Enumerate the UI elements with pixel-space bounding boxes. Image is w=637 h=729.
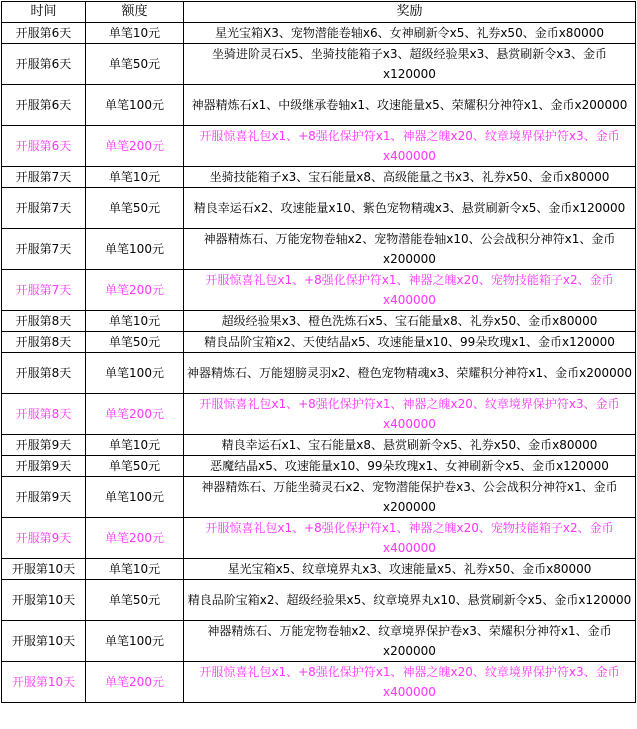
row-time-cell: 开服第8天: [2, 353, 86, 394]
row-amount-cell: 单笔200元: [86, 518, 184, 559]
table-row: [2, 44, 636, 85]
row-time-cell: 开服第6天: [2, 44, 86, 85]
table-row: [2, 23, 636, 44]
row-time-cell: 开服第8天: [2, 311, 86, 332]
header-time: 时间: [2, 2, 86, 23]
table-row: [2, 456, 636, 477]
row-amount-cell: 单笔200元: [86, 126, 184, 167]
row-amount-cell: 单笔50元: [86, 456, 184, 477]
table-row: [2, 580, 636, 621]
row-time-cell: 开服第9天: [2, 518, 86, 559]
table-row: [2, 311, 636, 332]
row-amount-cell: 单笔200元: [86, 270, 184, 311]
row-time-cell: 开服第10天: [2, 559, 86, 580]
row-amount-cell: 单笔50元: [86, 44, 184, 85]
table-row: [2, 435, 636, 456]
row-reward-cell: 精良幸运石x2、攻速能量x10、紫色宠物精魂x3、悬赏刷新令x5、金币x120000: [184, 188, 636, 229]
row-amount-cell: 单笔10元: [86, 559, 184, 580]
row-reward-cell: 开服惊喜礼包x1、+8强化保护符x1、神器之魄x20、宠物技能箱子x2、金币x400000: [184, 270, 636, 311]
table-row: [2, 229, 636, 270]
row-time-cell: 开服第10天: [2, 580, 86, 621]
table-row: [2, 270, 636, 311]
row-time-cell: 开服第7天: [2, 188, 86, 229]
row-reward-cell: 精良品阶宝箱x2、超级经验果x5、纹章境界丸x10、悬赏刷新令x5、金币x120000: [184, 580, 636, 621]
row-amount-cell: 单笔10元: [86, 167, 184, 188]
row-time-cell: 开服第8天: [2, 332, 86, 353]
row-amount-cell: 单笔10元: [86, 23, 184, 44]
row-reward-cell: 星光宝箱X3、宠物潜能卷轴x6、女神刷新令x5、礼券x50、金币x80000: [184, 23, 636, 44]
row-amount-cell: 单笔50元: [86, 332, 184, 353]
table-row: [2, 559, 636, 580]
row-amount-cell: 单笔10元: [86, 435, 184, 456]
row-time-cell: 开服第7天: [2, 270, 86, 311]
row-reward-cell: 开服惊喜礼包x1、+8强化保护符x1、神器之魄x20、宠物技能箱子x2、金币x400000: [184, 518, 636, 559]
table-row: [2, 477, 636, 518]
table-row: [2, 353, 636, 394]
row-reward-cell: 开服惊喜礼包x1、+8强化保护符x1、神器之魄x20、纹章境界保护符x3、金币x400000: [184, 126, 636, 167]
row-time-cell: 开服第7天: [2, 229, 86, 270]
row-amount-cell: 单笔100元: [86, 229, 184, 270]
row-reward-cell: 超级经验果x3、橙色洗炼石x5、宝石能量x8、礼券x50、金币x80000: [184, 311, 636, 332]
row-time-cell: 开服第6天: [2, 85, 86, 126]
row-reward-cell: 开服惊喜礼包x1、+8强化保护符x1、神器之魄x20、纹章境界保护符x3、金币x400000: [184, 662, 636, 703]
row-amount-cell: 单笔100元: [86, 621, 184, 662]
row-reward-cell: 精良幸运石x1、宝石能量x8、悬赏刷新令x5、礼券x50、金币x80000: [184, 435, 636, 456]
row-reward-cell: 星光宝箱x5、纹章境界丸x3、攻速能量x5、礼券x50、金币x80000: [184, 559, 636, 580]
table-body: [2, 23, 636, 703]
row-reward-cell: 神器精炼石、万能宠物卷轴x2、纹章境界保护卷x3、荣耀积分神符x1、金币x200000: [184, 621, 636, 662]
table-row: [2, 662, 636, 703]
header-reward: 奖励: [184, 2, 636, 23]
row-reward-cell: 精良品阶宝箱x2、天使结晶x5、攻速能量x10、99朵玫瑰x1、金币x120000: [184, 332, 636, 353]
reward-table: [1, 1, 636, 703]
row-amount-cell: 单笔50元: [86, 580, 184, 621]
table-row: [2, 621, 636, 662]
row-time-cell: 开服第9天: [2, 435, 86, 456]
table-row: [2, 167, 636, 188]
table-row: [2, 332, 636, 353]
table-row: [2, 518, 636, 559]
row-amount-cell: 单笔100元: [86, 353, 184, 394]
table-row: [2, 394, 636, 435]
header-amount: 额度: [86, 2, 184, 23]
row-amount-cell: 单笔200元: [86, 662, 184, 703]
row-reward-cell: 神器精炼石、万能坐骑灵石x2、宠物潜能保护卷x3、公会战积分神符x1、金币x200000: [184, 477, 636, 518]
row-time-cell: 开服第7天: [2, 167, 86, 188]
row-reward-cell: 神器精炼石、万能宠物卷轴x2、宠物潜能卷轴x10、公会战积分神符x1、金币x200000: [184, 229, 636, 270]
row-amount-cell: 单笔200元: [86, 394, 184, 435]
row-time-cell: 开服第10天: [2, 621, 86, 662]
row-amount-cell: 单笔50元: [86, 188, 184, 229]
row-time-cell: 开服第10天: [2, 662, 86, 703]
table-row: [2, 188, 636, 229]
row-reward-cell: 坐骑技能箱子x3、宝石能量x8、高级能量之书x3、礼券x50、金币x80000: [184, 167, 636, 188]
table-row: [2, 126, 636, 167]
row-reward-cell: 开服惊喜礼包x1、+8强化保护符x1、神器之魄x20、纹章境界保护符x3、金币x400000: [184, 394, 636, 435]
row-time-cell: 开服第9天: [2, 456, 86, 477]
row-reward-cell: 恶魔结晶x5、攻速能量x10、99朵玫瑰x1、女神刷新令x5、金币x120000: [184, 456, 636, 477]
row-reward-cell: 神器精炼石、万能翅膀灵羽x2、橙色宠物精魂x3、荣耀积分神符x1、金币x200000: [184, 353, 636, 394]
row-time-cell: 开服第9天: [2, 477, 86, 518]
row-reward-cell: 坐骑进阶灵石x5、坐骑技能箱子x3、超级经验果x3、悬赏刷新令x3、金币x120000: [184, 44, 636, 85]
row-reward-cell: 神器精炼石x1、中级继承卷轴x1、攻速能量x5、荣耀积分神符x1、金币x200000: [184, 85, 636, 126]
row-time-cell: 开服第6天: [2, 23, 86, 44]
header-row: [2, 2, 636, 23]
row-time-cell: 开服第6天: [2, 126, 86, 167]
row-amount-cell: 单笔100元: [86, 477, 184, 518]
row-amount-cell: 单笔10元: [86, 311, 184, 332]
row-time-cell: 开服第8天: [2, 394, 86, 435]
table-row: [2, 85, 636, 126]
row-amount-cell: 单笔100元: [86, 85, 184, 126]
